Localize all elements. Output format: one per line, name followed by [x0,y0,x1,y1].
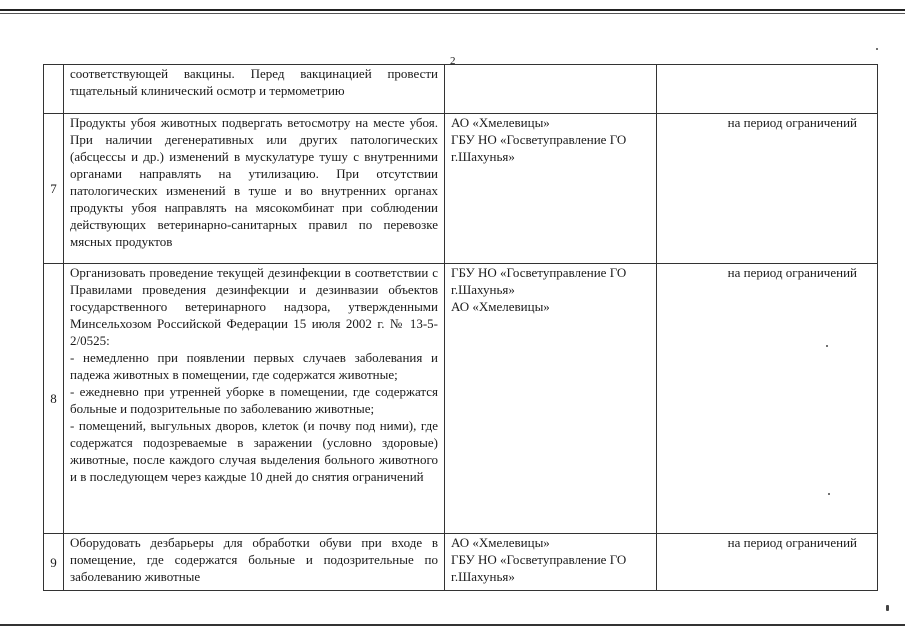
executor-name: АО «Хмелевицы» [451,115,550,130]
table-row [44,534,878,591]
task-cell [64,65,445,114]
scan-speck [826,345,828,347]
task-text: Организовать проведение текущей дезинфекции в соответствии с Правилами проведения дезинфекции и дезинвазии объектов государственного ветеринарного надзора, утвержденными Минсельхозом Российской Федерации 15 июля 2002 г. № 13-5-2/0525: - немедленно при появлении первых случаев заболевания и падежа животных в помещении, где содержатся животные; - ежедневно при утренней уборке в помещении, где содержатся больные и подозрительные по заболеванию животные; - помещений, выгульных дворов, клеток (и почву под ними), где содержатся подозреваемые в заражении (условно здоровые) животные, после каждого случая выделения больного животного и в последующем через каждые 10 дней до снятия ограничений [70,265,438,484]
executor-cell [445,65,657,114]
page-number: 2 [450,55,456,67]
task-text: Продукты убоя животных подвергать ветосмотру на месте убоя. При наличии дегенеративных или других патологических (абсцессы и др.) изменений в мускулатуре тушу с внутренними органами направлять на утилизацию. При отсутствии патологических изменений в туше и во внутренних органах продукты убоя направлять на мясокомбинат при соблюдении действующих ветеринарно-санитарных правил по перевозке мясных продуктов [70,115,438,249]
period-cell: на период ограничений [657,264,878,534]
period-cell: на период ограничений [657,114,878,264]
top-border-line [0,9,905,11]
executor-cell [445,534,657,591]
measures-table [43,64,878,591]
scan-speck [876,48,878,50]
task-cell [64,534,445,591]
table-row [44,65,878,114]
table-row [44,114,878,264]
period-cell: на период ограничений [657,534,878,591]
executor-cell [445,114,657,264]
row-number [44,65,64,114]
executor-name: АО «Хмелевицы» [451,299,550,314]
task-text: соответствующей вакцины. Перед вакцинацией провести тщательный клинический осмотр и термометрию [70,66,438,98]
top-border-line-thin [0,13,905,14]
executor-name: ГБУ НО «Госветуправление ГО г.Шахунья» [451,265,627,297]
task-cell [64,264,445,534]
period-cell [657,65,878,114]
row-number: 7 [44,114,64,264]
scan-speck [828,493,830,495]
executor-name: ГБУ НО «Госветуправление ГО г.Шахунья» [451,132,627,164]
scan-speck [886,605,889,611]
task-cell [64,114,445,264]
executor-name: АО «Хмелевицы» [451,535,550,550]
bottom-border-line [0,624,905,626]
table-row [44,264,878,534]
task-text: Оборудовать дезбарьеры для обработки обуви при входе в помещение, где содержатся больные и подозрительные по заболеванию животные [70,535,438,584]
executor-cell [445,264,657,534]
row-number: 8 [44,264,64,534]
row-number: 9 [44,534,64,591]
executor-name: ГБУ НО «Госветуправление ГО г.Шахунья» [451,552,627,584]
